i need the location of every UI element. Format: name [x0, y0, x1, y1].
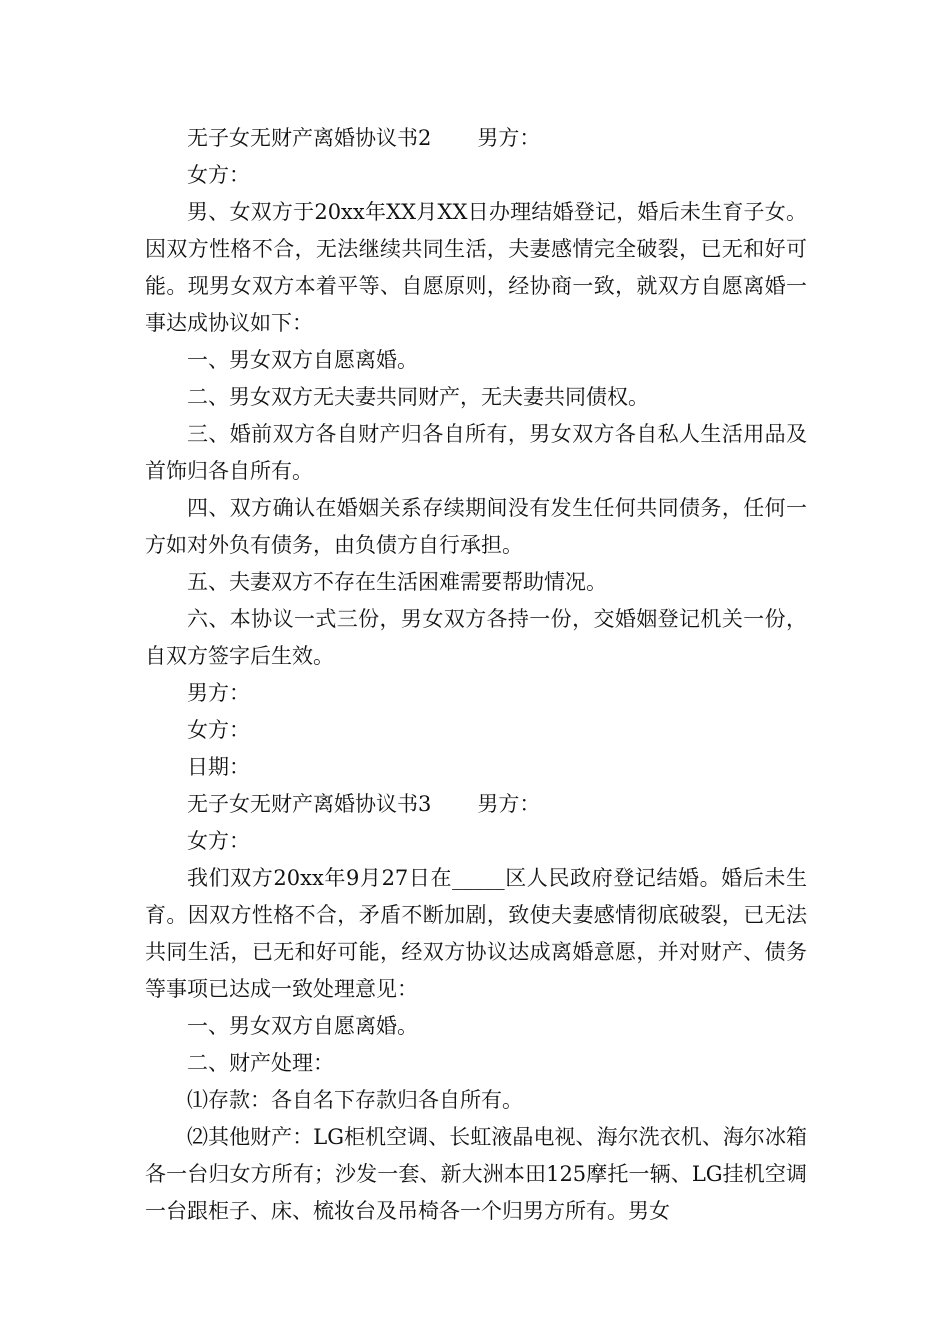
section-3-male-label: 男方： [477, 792, 541, 816]
section-3-female-label: 女方： [187, 829, 250, 853]
section-2-paragraph-7: 六、本协议一式三份，男女双方各持一份，交婚姻登记机关一份，自双方签字后生效。 [145, 607, 807, 668]
section-2-paragraph-5: 四、双方确认在婚姻关系存续期间没有发生任何共同债务，任何一方如对外负有债务，由负债方自行承担。 [145, 496, 807, 557]
section-3-paragraph-5: ⑵其他财产：LG柜机空调、长虹液晶电视、海尔洗衣机、海尔冰箱各一台归女方所有；沙发一套、新大洲本田125摩托一辆、LG挂机空调一台跟柜子、床、梳妆台及吊椅各一个归男方所有。男女 [145, 1125, 807, 1223]
section-2-paragraph-1: 男、女双方于20xx年XX月XX日办理结婚登记，婚后未生育子女。因双方性格不合，无法继续共同生活，夫妻感情完全破裂，已无和好可能。现男女双方本着平等、自愿原则，经协商一致，就双方自愿离婚一事达成协议如下： [145, 200, 807, 335]
section-3-paragraph-3: 二、财产处理： [187, 1051, 334, 1075]
section-2-paragraph-2: 一、男女双方自愿离婚。 [187, 348, 418, 372]
section-2-signature-male: 男方： [187, 681, 250, 705]
section-2-title: 无子女无财产离婚协议书2 [187, 126, 432, 150]
section-2-paragraph-3: 二、男女双方无夫妻共同财产，无夫妻共同债权。 [187, 385, 649, 409]
section-2-male-label: 男方： [477, 126, 541, 150]
section-2-signature-date: 日期： [187, 755, 250, 779]
section-3-paragraph-4: ⑴存款：各自名下存款归各自所有。 [187, 1088, 523, 1112]
section-2-signature-female: 女方： [187, 718, 250, 742]
section-2-heading [145, 120, 807, 157]
section-2-paragraph-4: 三、婚前双方各自财产归各自所有，男女双方各自私人生活用品及首饰归各自所有。 [145, 422, 807, 483]
section-3-title: 无子女无财产离婚协议书3 [187, 792, 432, 816]
document-body [145, 120, 807, 1230]
section-2-paragraph-6: 五、夫妻双方不存在生活困难需要帮助情况。 [187, 570, 607, 594]
section-3-paragraph-1: 我们双方20xx年9月27日在_____区人民政府登记结婚。婚后未生育。因双方性格不合，矛盾不断加剧，致使夫妻感情彻底破裂，已无法共同生活，已无和好可能，经双方协议达成离婚意愿，并对财产、债务等事项已达成一致处理意见： [145, 866, 807, 1001]
section-3-heading [145, 786, 807, 823]
section-2-female-label: 女方： [187, 163, 250, 187]
section-3-paragraph-2: 一、男女双方自愿离婚。 [187, 1014, 418, 1038]
